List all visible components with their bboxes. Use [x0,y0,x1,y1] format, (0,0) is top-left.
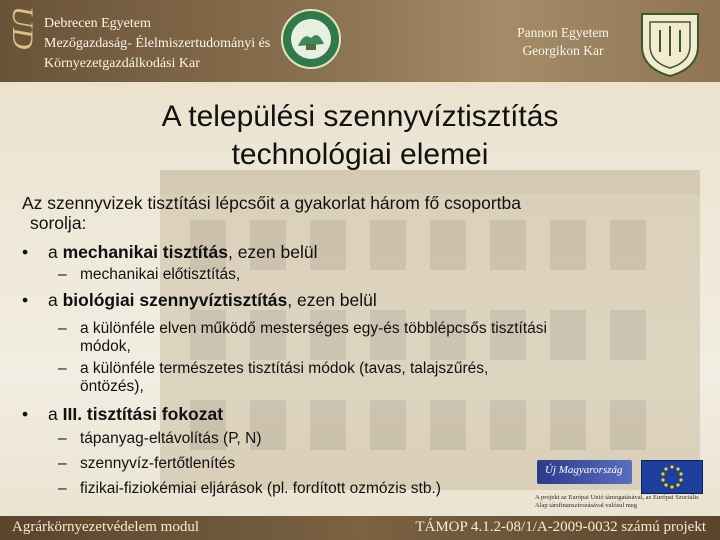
sub-bullet-item [58,320,658,356]
header-left-text [44,14,284,74]
dash-marker: – [58,320,67,337]
sub-bullet-text: szennyvíz-fertőtlenítés [80,455,236,472]
header-right-text [508,24,618,60]
footer-project-id: TÁMOP 4.1.2-08/1/A-2009-0032 számú projekt [415,519,706,535]
sub-bullet-continuation: módok, [80,338,131,355]
dash-marker: – [58,430,67,447]
sub-bullet-text: a különféle természetes tisztítási módok (tavas, talajszűrés, [80,360,489,377]
sub-bullet-item [58,266,658,284]
pannon-crest-icon [636,8,704,78]
intro-line: Az szennyvizek tisztítási lépcsőit a gyakorlat három fő csoportba [22,193,521,213]
dash-marker: – [58,360,67,377]
intro-paragraph [22,193,682,233]
badge-text: Új Magyarország [545,464,623,476]
eu-funding-note: A projekt az Európai Unió támogatásával, az Európai Szociális Alap társfinanszírozásával valósul meg [535,494,699,509]
slide-title [60,98,660,174]
university-logo [6,6,38,72]
bullet-prefix: a [48,290,63,310]
intro-line: sorolja: [30,213,87,233]
sub-bullet-text: tápanyag-eltávolítás (P, N) [80,430,262,447]
bullet-item [22,242,317,262]
header-left-line: Mezőgazdaság- Élelmiszertudományi és [44,36,271,51]
sub-bullet-text: mechanikai előtisztítás, [80,266,241,283]
bullet-bold: biológiai szennyvíztisztítás [62,290,288,310]
footer-band [0,516,720,540]
header-band [0,0,720,82]
bullet-item [22,404,223,424]
bullet-prefix: a [48,242,63,262]
faculty-seal-icon [280,8,342,70]
dash-marker: – [58,480,67,497]
uj-magyarorszag-badge [537,460,632,484]
bullet-suffix: , ezen belül [287,290,377,310]
dash-marker: – [58,266,67,283]
header-right-line: Georgikon Kar [522,43,604,58]
footer-module-name: Agrárkörnyezetvédelem modul [12,519,200,535]
header-left-line: Környezetgazdálkodási Kar [44,56,200,71]
bullet-suffix: , ezen belül [227,242,318,262]
header-left-line: Debrecen Egyetem [44,16,151,31]
dash-marker: – [58,455,67,472]
header-right-line: Pannon Egyetem [517,25,609,40]
title-line: A települési szennyvíztisztítás [161,100,559,133]
bullet-prefix: a [48,404,63,424]
bullet-bold: III. tisztítási fokozat [62,404,224,424]
sub-bullet-text: fizikai-fiziokémiai eljárások (pl. fordított ozmózis stb.) [80,480,441,497]
eu-funding-block [535,460,711,520]
bullet-marker: • [22,404,29,424]
sub-bullet-text: a különféle elven működő mesterséges egy-és többlépcsős tisztítási [80,320,547,337]
sub-bullet-continuation: öntözés), [80,378,144,395]
title-line: technológiai elemei [231,138,489,171]
eu-flag-icon [641,460,703,494]
logo-letters: UD [6,6,39,50]
bullet-bold: mechanikai tisztítás [62,242,228,262]
bullet-item [22,290,377,310]
bullet-marker: • [22,290,29,310]
bullet-marker: • [22,242,29,262]
sub-bullet-item [58,430,658,448]
sub-bullet-item [58,360,658,396]
